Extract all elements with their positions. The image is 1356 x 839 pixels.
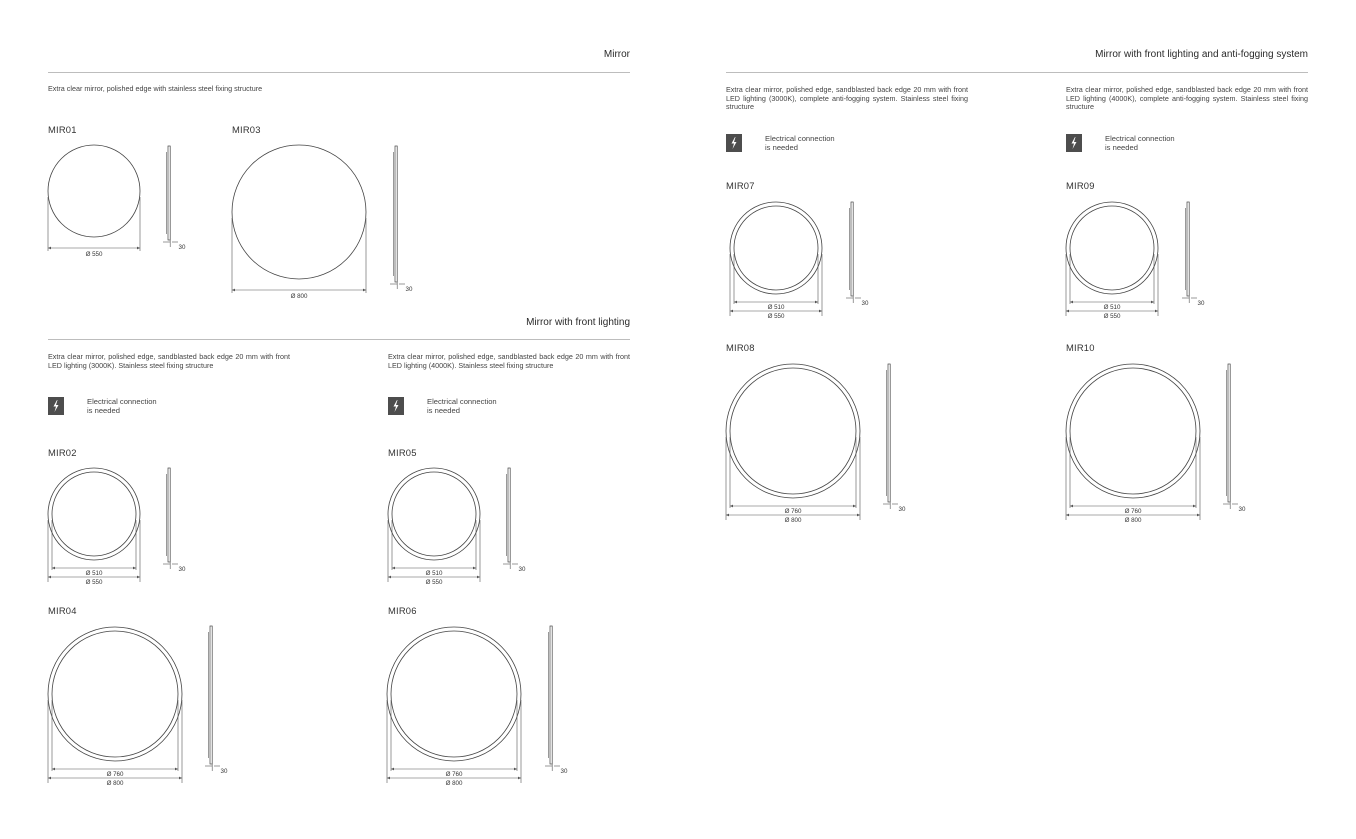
thickness-label: 30 — [560, 768, 568, 775]
side-profile — [168, 146, 170, 240]
product-code-mir10: MIR10 — [1066, 342, 1095, 353]
description-4000k: Extra clear mirror, polished edge, sandblasted back edge 20 mm with front LED lighting (4000K). Stainless steel fixing structure — [388, 352, 630, 370]
side-profile — [888, 364, 890, 502]
side-profile — [550, 626, 552, 764]
product-code-mir02: MIR02 — [48, 447, 77, 458]
side-profile — [210, 626, 212, 764]
thickness-label: 30 — [1197, 300, 1205, 307]
product-code-mir03: MIR03 — [232, 124, 261, 135]
dimension-outer-arrow — [179, 777, 182, 780]
dimension-outer-label: Ø 550 — [85, 579, 103, 586]
dimension-outer-arrow — [1066, 310, 1069, 313]
electrical-line1: Electrical connection — [87, 397, 157, 406]
dimension-outer-label: Ø 800 — [1124, 517, 1142, 524]
thickness-label: 30 — [178, 244, 186, 251]
dimension-inner-label: Ø 510 — [1103, 304, 1121, 311]
dimension-inner-arrow — [133, 567, 136, 570]
side-profile — [508, 468, 510, 562]
dimension-inner-arrow — [175, 768, 178, 771]
mirror-outline — [48, 145, 140, 237]
thickness-label: 30 — [861, 300, 869, 307]
electrical-line1: Electrical connection — [427, 397, 497, 406]
side-profile — [395, 146, 397, 282]
mirror-inner-outline — [1070, 368, 1196, 494]
electrical-line1: Electrical connection — [1105, 134, 1175, 143]
electrical-line2: is needed — [765, 143, 798, 153]
product-code-mir01: MIR01 — [48, 124, 77, 135]
dimension-inner-arrow — [391, 768, 394, 771]
dimension-outer-arrow — [363, 289, 366, 292]
dimension-outer-arrow — [388, 576, 391, 579]
mirror-outline — [387, 627, 521, 761]
dimension-outer-label: Ø 550 — [767, 313, 785, 320]
dimension-inner-arrow — [1070, 505, 1073, 508]
dimension-outer-arrow — [857, 514, 860, 517]
dimension-outer-label: Ø 550 — [85, 251, 103, 258]
electrical-line1: Electrical connection — [765, 134, 835, 143]
mirror-inner-outline — [734, 206, 818, 290]
dimension-outer-label: Ø 550 — [425, 579, 443, 586]
dimension-outer-arrow — [48, 247, 51, 250]
side-profile — [851, 202, 853, 296]
dimension-inner-arrow — [815, 301, 818, 304]
mirror-outline — [48, 627, 182, 761]
mirror-inner-outline — [392, 472, 476, 556]
dimension-inner-arrow — [1070, 301, 1073, 304]
dimension-inner-arrow — [1193, 505, 1196, 508]
dimension-inner-arrow — [853, 505, 856, 508]
dimension-inner-label: Ø 760 — [784, 508, 802, 515]
dimension-outer-arrow — [387, 777, 390, 780]
dimension-inner-label: Ø 760 — [1124, 508, 1142, 515]
dimension-inner-label: Ø 510 — [85, 570, 103, 577]
mirror-outline — [232, 145, 366, 279]
dimension-outer-arrow — [1066, 514, 1069, 517]
mirror-inner-outline — [391, 631, 517, 757]
dimension-outer-arrow — [48, 777, 51, 780]
dimension-outer-arrow — [726, 514, 729, 517]
thickness-label: 30 — [220, 768, 228, 775]
thickness-label: 30 — [178, 566, 186, 573]
section-title-anti-fog: Mirror with front lighting and anti-fogging system — [1095, 49, 1308, 60]
product-code-mir08: MIR08 — [726, 342, 755, 353]
dimension-outer-arrow — [48, 576, 51, 579]
mirror-outline — [726, 364, 860, 498]
electrical-line2: is needed — [87, 406, 120, 416]
electrical-line2: is needed — [1105, 143, 1138, 153]
dimension-inner-arrow — [52, 768, 55, 771]
description-mirror: Extra clear mirror, polished edge with stainless steel fixing structure — [48, 84, 263, 93]
dimension-outer-arrow — [1197, 514, 1200, 517]
section-title-mirror: Mirror — [603, 49, 630, 60]
section-title-front-lighting: Mirror with front lighting — [526, 317, 630, 328]
dimension-inner-arrow — [392, 567, 395, 570]
side-profile — [1228, 364, 1230, 502]
dimension-outer-label: Ø 800 — [445, 780, 463, 787]
dimension-outer-arrow — [730, 310, 733, 313]
product-code-mir07: MIR07 — [726, 180, 755, 191]
dimension-outer-arrow — [477, 576, 480, 579]
dimension-outer-arrow — [137, 247, 140, 250]
description-antifog-3000k: Extra clear mirror, polished edge, sandblasted back edge 20 mm with front LED lighting (3000K), complete anti-fogging system. Stainless steel fixing structure — [726, 85, 968, 112]
side-profile — [168, 468, 170, 562]
thickness-label: 30 — [405, 286, 413, 293]
product-code-mir05: MIR05 — [388, 447, 417, 458]
thickness-label: 30 — [518, 566, 526, 573]
dimension-outer-arrow — [1155, 310, 1158, 313]
mirror-outline — [388, 468, 480, 560]
mirror-inner-outline — [52, 472, 136, 556]
mirror-inner-outline — [1070, 206, 1154, 290]
dimension-outer-label: Ø 800 — [106, 780, 124, 787]
mirror-inner-outline — [730, 368, 856, 494]
dimension-outer-label: Ø 550 — [1103, 313, 1121, 320]
mirror-outline — [1066, 202, 1158, 294]
description-3000k: Extra clear mirror, polished edge, sandblasted back edge 20 mm with front LED lighting (3000K). Stainless steel fixing structure — [48, 352, 290, 370]
mirror-outline — [730, 202, 822, 294]
dimension-inner-arrow — [1151, 301, 1154, 304]
electrical-line2: is needed — [427, 406, 460, 416]
thickness-label: 30 — [1238, 506, 1246, 513]
dimension-outer-label: Ø 800 — [784, 517, 802, 524]
dimension-inner-arrow — [473, 567, 476, 570]
mirror-outline — [48, 468, 140, 560]
dimension-inner-arrow — [730, 505, 733, 508]
dimension-inner-arrow — [52, 567, 55, 570]
dimension-inner-label: Ø 760 — [445, 771, 463, 778]
dimension-inner-label: Ø 760 — [106, 771, 124, 778]
dimension-outer-arrow — [518, 777, 521, 780]
dimension-inner-arrow — [514, 768, 517, 771]
thickness-label: 30 — [898, 506, 906, 513]
product-code-mir04: MIR04 — [48, 605, 77, 616]
dimension-inner-label: Ø 510 — [425, 570, 443, 577]
mirror-inner-outline — [52, 631, 178, 757]
dimension-outer-arrow — [137, 576, 140, 579]
mirror-outline — [1066, 364, 1200, 498]
description-antifog-4000k: Extra clear mirror, polished edge, sandblasted back edge 20 mm with front LED lighting (4000K), complete anti-fogging system. Stainless steel fixing structure — [1066, 85, 1308, 112]
dimension-outer-arrow — [819, 310, 822, 313]
product-code-mir09: MIR09 — [1066, 180, 1095, 191]
dimension-outer-arrow — [232, 289, 235, 292]
product-code-mir06: MIR06 — [388, 605, 417, 616]
dimension-outer-label: Ø 800 — [290, 293, 308, 300]
dimension-inner-label: Ø 510 — [767, 304, 785, 311]
side-profile — [1187, 202, 1189, 296]
dimension-inner-arrow — [734, 301, 737, 304]
